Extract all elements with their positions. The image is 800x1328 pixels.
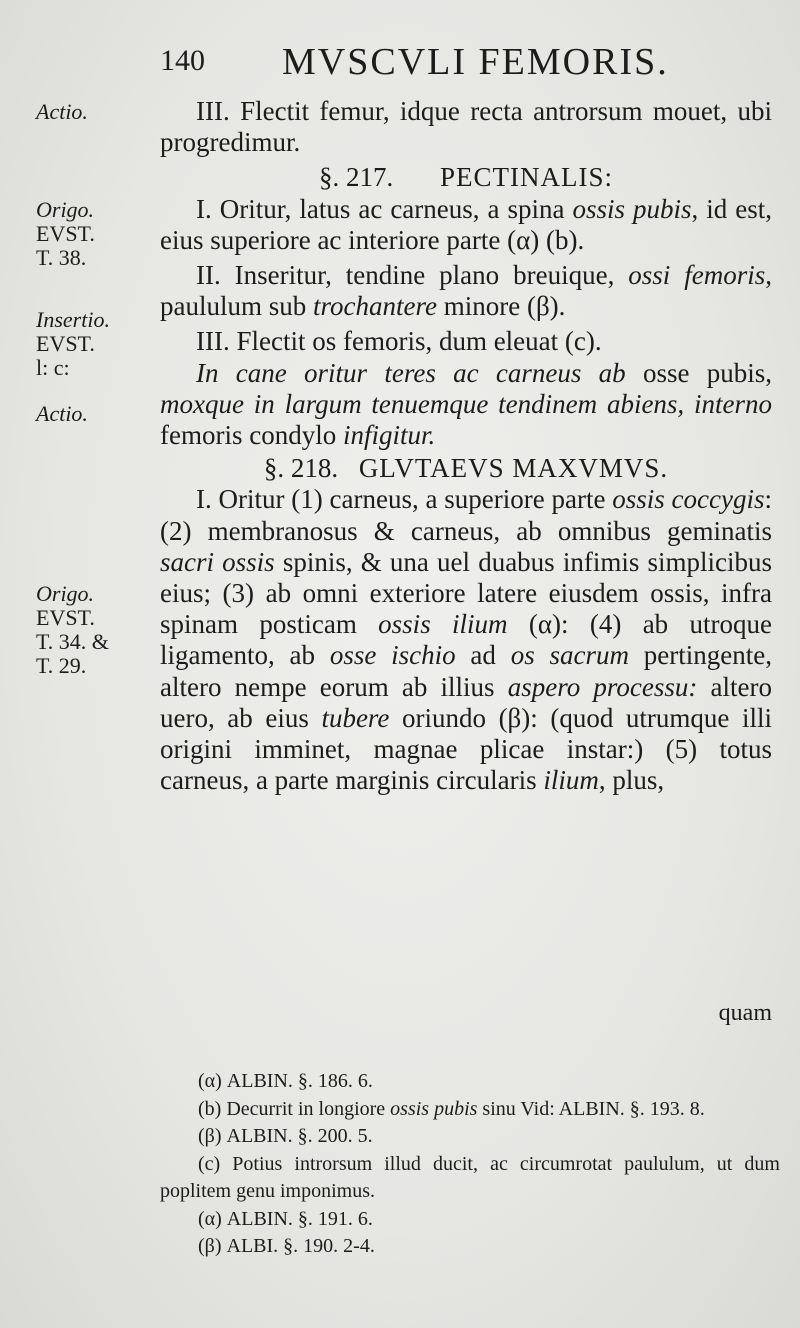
footnote: (β) ALBI. §. 190. 2-4. xyxy=(198,1235,375,1257)
footnote: (β) ALBIN. §. 200. 5. xyxy=(198,1125,373,1147)
margin-label: Actio. xyxy=(36,401,88,426)
page-header xyxy=(0,38,800,88)
margin-note-origo-2 xyxy=(36,582,109,678)
margin-note-origo xyxy=(36,198,95,270)
footnote: (c) Potius introrsum illud ducit, ac circumrotat paululum, ut dum poplitem genu imponimus. xyxy=(160,1152,780,1202)
margin-note-actio xyxy=(36,100,88,124)
paragraph-insertio: II. Inseritur, tendine plano breuique, ossi femoris, paululum sub trochantere minore (β). xyxy=(160,260,772,322)
margin-label: Insertio. xyxy=(36,307,110,332)
section-title: PECTINALIS: xyxy=(440,162,613,193)
section-title: GLVTAEVS MAXVMVS. xyxy=(358,453,669,484)
margin-ref: EVST. xyxy=(36,331,95,356)
paragraph-actio-2: III. Flectit os femoris, dum eleuat (c). xyxy=(196,326,602,357)
margin-ref: T. 29. xyxy=(36,653,87,678)
main-text xyxy=(160,96,772,796)
section-heading-218 xyxy=(160,453,772,484)
margin-note-insertio xyxy=(36,308,110,380)
paragraph-actio: III. Flectit femur, idque recta antrorsum mouet, ubi progredimur. xyxy=(160,96,772,158)
footnote: (b) Decurrit in longiore ossis pubis sinu Vid: ALBIN. §. 193. 8. xyxy=(198,1097,705,1120)
section-heading-217 xyxy=(160,162,772,193)
margin-ref: T. 34. & xyxy=(36,629,109,654)
margin-label: Origo. xyxy=(36,581,95,606)
footnote: (α) ALBIN. §. 191. 6. xyxy=(198,1207,373,1230)
margin-ref: T. 38. xyxy=(36,245,87,270)
margin-ref: EVST. xyxy=(36,221,95,246)
margin-label: Origo. xyxy=(36,197,95,222)
margin-ref: l: c: xyxy=(36,355,70,380)
paragraph-origo-2: I. Oritur (1) carneus, a superiore parte ossis coccygis: (2) membranosus & carneus, ab omnibus geminatis sacri ossis spinis, & una uel duabus infimis simplicibus eius; (3) ab omni exteriore latere eiusdem ossis, infra spinam posticam ossis ilium (α): (4) ab utroque ligamento, ab osse ischio ad os sacrum pertingente, altero nempe eorum ab illius aspero processu: altero uero, ab eius tubere oriundo (β): (quod utrumque illi origini imminet, magnae plicae instar:) (5) totus carneus, a parte marginis circularis ilium, plus, xyxy=(160,484,773,796)
footnotes xyxy=(160,1068,780,1261)
margin-ref: EVST. xyxy=(36,605,95,630)
paragraph-cane: In cane oritur teres ac carneus ab osse pubis, moxque in largum tenuemque tendinem abiens, interno femoris condylo infigitur. xyxy=(160,357,772,451)
page-number: 140 xyxy=(160,44,205,77)
catchword: quam xyxy=(718,1000,772,1026)
paragraph-origo: I. Oritur, latus ac carneus, a spina ossis pubis, id est, eius superiore ac interiore parte (α) (b). xyxy=(160,193,772,255)
margin-label: Actio. xyxy=(36,99,88,124)
running-title: MVSCVLI FEMORIS. xyxy=(282,41,669,83)
margin-note-actio-2 xyxy=(36,402,88,426)
section-number: §. 217. xyxy=(319,162,394,193)
section-number: §. 218. xyxy=(263,453,339,484)
footnote: (α) ALBIN. §. 186. 6. xyxy=(198,1070,373,1092)
